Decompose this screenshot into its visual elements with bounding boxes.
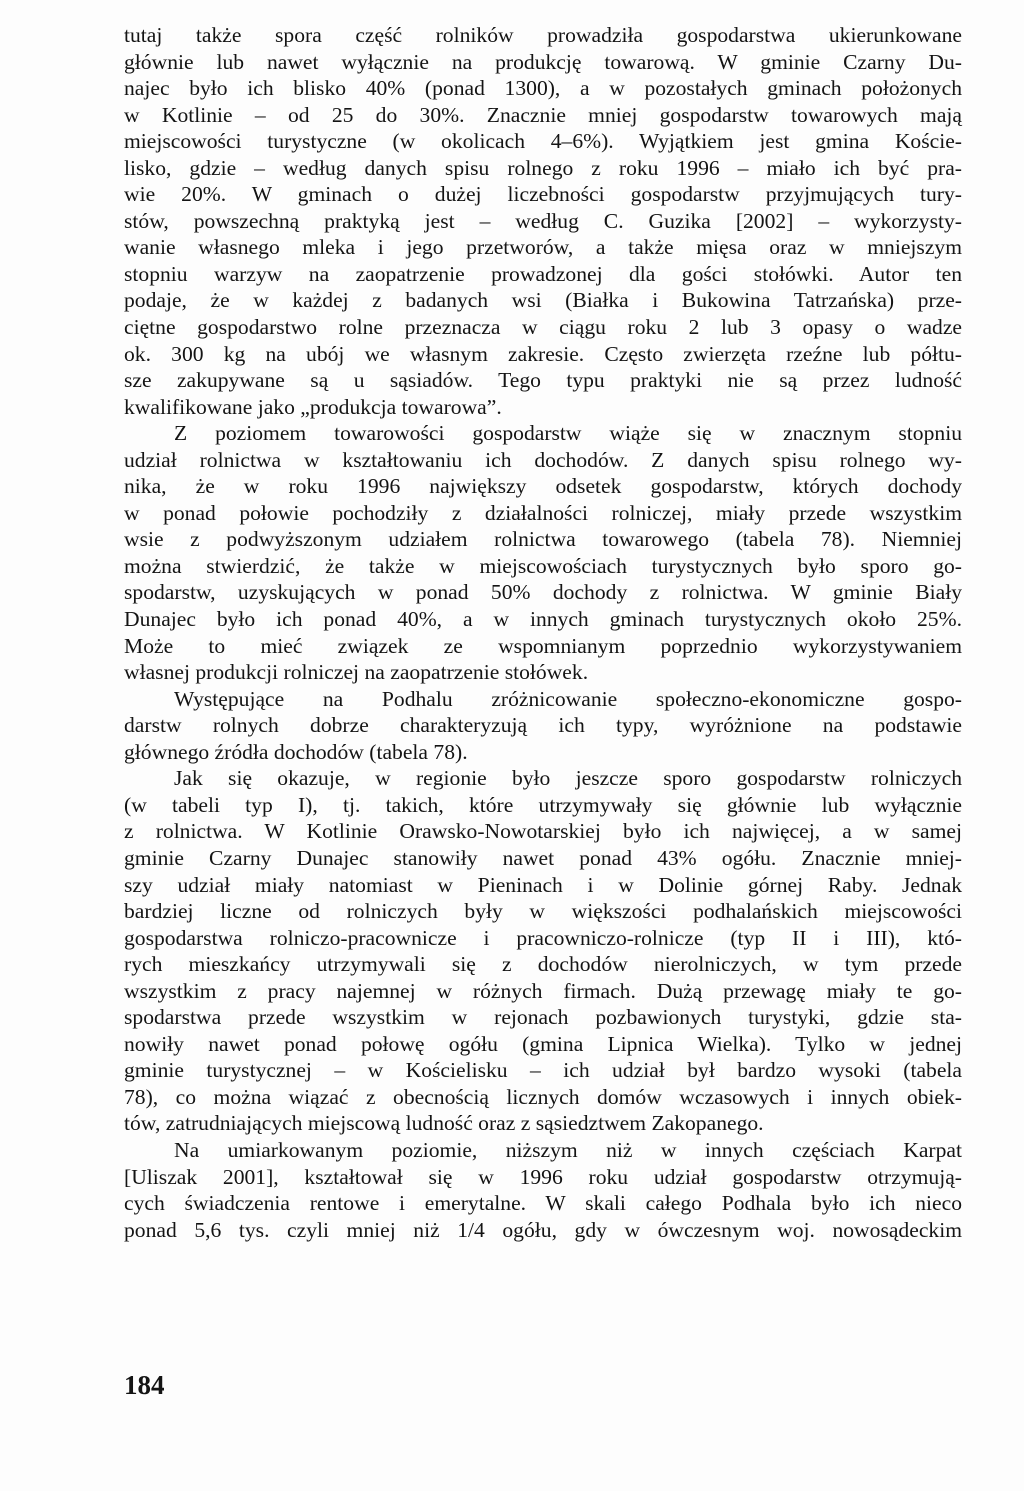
text-line: gminie turystycznej – w Kościelisku – ich udział był bardzo wysoki (tabela <box>124 1058 962 1083</box>
text-line: spodarstw, uzyskujących w ponad 50% dochody z rolnictwa. W gminie Biały <box>124 580 962 605</box>
text-line: lisko, gdzie – według danych spisu rolnego z roku 1996 – miało ich być pra- <box>124 155 962 180</box>
text-line: z rolnictwa. W Kotlinie Orawsko-Nowotarskiej było ich najwięcej, a w samej <box>124 819 962 844</box>
text-line: najec było ich blisko 40% (ponad 1300), a w pozostałych gminach położonych <box>124 76 962 101</box>
text-line: (w tabeli typ I), tj. takich, które utrzymywały się głównie lub wyłącznie <box>124 792 962 817</box>
text-line: ponad 5,6 tys. czyli mniej niż 1/4 ogółu, gdy w ówczesnym woj. nowosądeckim <box>124 1217 962 1242</box>
text-line: udział rolnictwa w kształtowaniu ich dochodów. Z danych spisu rolnego wy- <box>124 447 962 472</box>
text-line: stopniu warzyw na zaopatrzenie prowadzonej dla gości stołówki. Autor ten <box>124 261 962 286</box>
text-line: w Kotlinie – od 25 do 30%. Znacznie mniej gospodarstw towarowych mają <box>124 102 962 127</box>
text-line: stów, powszechną praktyką jest – według C. Guzika [2002] – wykorzysty- <box>124 208 962 233</box>
text-line: spodarstwa przede wszystkim w rejonach pozbawionych turystyki, gdzie sta- <box>124 1005 962 1030</box>
text-line: miejscowości turystyczne (w okolicach 4–6%). Wyjątkiem jest gmina Koście- <box>124 129 962 154</box>
text-line: gminie Czarny Dunajec stanowiły nawet ponad 43% ogółu. Znacznie mniej- <box>124 845 962 870</box>
paragraph-first-line: Z poziomem towarowości gospodarstw wiąże się w znacznym stopniu <box>174 421 962 446</box>
text-line: gospodarstwa rolniczo-pracownicze i pracowniczo-rolnicze (typ II i III), któ- <box>124 925 962 950</box>
paragraph-first-line: Na umiarkowanym poziomie, niższym niż w innych częściach Karpat <box>174 1137 962 1162</box>
text-line: darstw rolnych dobrze charakteryzują ich typy, wyróżnione na podstawie <box>124 713 962 738</box>
text-line: ciętne gospodarstwo rolne przeznacza w ciągu roku 2 lub 3 opasy o wadze <box>124 315 962 340</box>
body-text <box>124 22 962 1243</box>
paragraph-first-line: Jak się okazuje, w regionie było jeszcze sporo gospodarstw rolniczych <box>174 766 962 791</box>
text-line: Dunajec było ich ponad 40%, a w innych gminach turystycznych około 25%. <box>124 607 962 632</box>
text-line: głównie lub nawet wyłącznie na produkcję towarową. W gminie Czarny Du- <box>124 49 962 74</box>
text-line: sze zakupywane są u sąsiadów. Tego typu praktyki nie są przez ludność <box>124 368 962 393</box>
text-line: własnej produkcji rolniczej na zaopatrzenie stołówek. <box>124 660 589 685</box>
text-line: tów, zatrudniających miejscową ludność oraz z sąsiedztwem Zakopanego. <box>124 1111 764 1136</box>
text-line: wsie z podwyższonym udziałem rolnictwa towarowego (tabela 78). Niemniej <box>124 527 962 552</box>
paragraph-first-line: Występujące na Podhalu zróżnicowanie społeczno-ekonomiczne gospo- <box>174 686 962 711</box>
text-line: szy udział miały natomiast w Pieninach i w Dolinie górnej Raby. Jednak <box>124 872 962 897</box>
text-line: cych świadczenia rentowe i emerytalne. W skali całego Podhala było ich nieco <box>124 1191 962 1216</box>
text-line: [Uliszak 2001], kształtował się w 1996 roku udział gospodarstw otrzymują- <box>124 1164 962 1189</box>
text-line: ok. 300 kg na ubój we własnym zakresie. Często zwierzęta rzeźne lub półtu- <box>124 341 962 366</box>
text-line: wszystkim z pracy najemnej w różnych firmach. Dużą przewagę miały te go- <box>124 978 962 1003</box>
text-line: nika, że w roku 1996 największy odsetek gospodarstw, których dochody <box>124 474 962 499</box>
text-line: wanie własnego mleka i jego przetworów, a także mięsa oraz w mniejszym <box>124 235 962 260</box>
text-line: w ponad połowie pochodziły z działalności rolniczej, miały przede wszystkim <box>124 500 962 525</box>
text-line: rych mieszkańcy utrzymywali się z dochodów nierolniczych, w tym przede <box>124 952 962 977</box>
text-line: wie 20%. W gminach o dużej liczebności gospodarstw przyjmujących tury- <box>124 182 962 207</box>
text-line: Może to mieć związek ze wspomnianym poprzednio wykorzystywaniem <box>124 633 962 658</box>
text-line: kwalifikowane jako „produkcja towarowa”. <box>124 394 502 419</box>
text-line: 78), co można wiązać z obecnością licznych domów wczasowych i innych obiek- <box>124 1084 962 1109</box>
text-line: bardziej liczne od rolniczych były w większości podhalańskich miejscowości <box>124 899 962 924</box>
text-line: podaje, że w każdej z badanych wsi (Białka i Bukowina Tatrzańska) prze- <box>124 288 962 313</box>
text-line: głównego źródła dochodów (tabela 78). <box>124 739 468 764</box>
text-line: można stwierdzić, że także w miejscowościach turystycznych było sporo go- <box>124 553 962 578</box>
page-number: 184 <box>124 1370 165 1400</box>
text-line: tutaj także spora część rolników prowadziła gospodarstwa ukierunkowane <box>124 23 962 47</box>
text-line: nowiły nawet ponad połowę ogółu (gmina Lipnica Wielka). Tylko w jednej <box>124 1031 962 1056</box>
